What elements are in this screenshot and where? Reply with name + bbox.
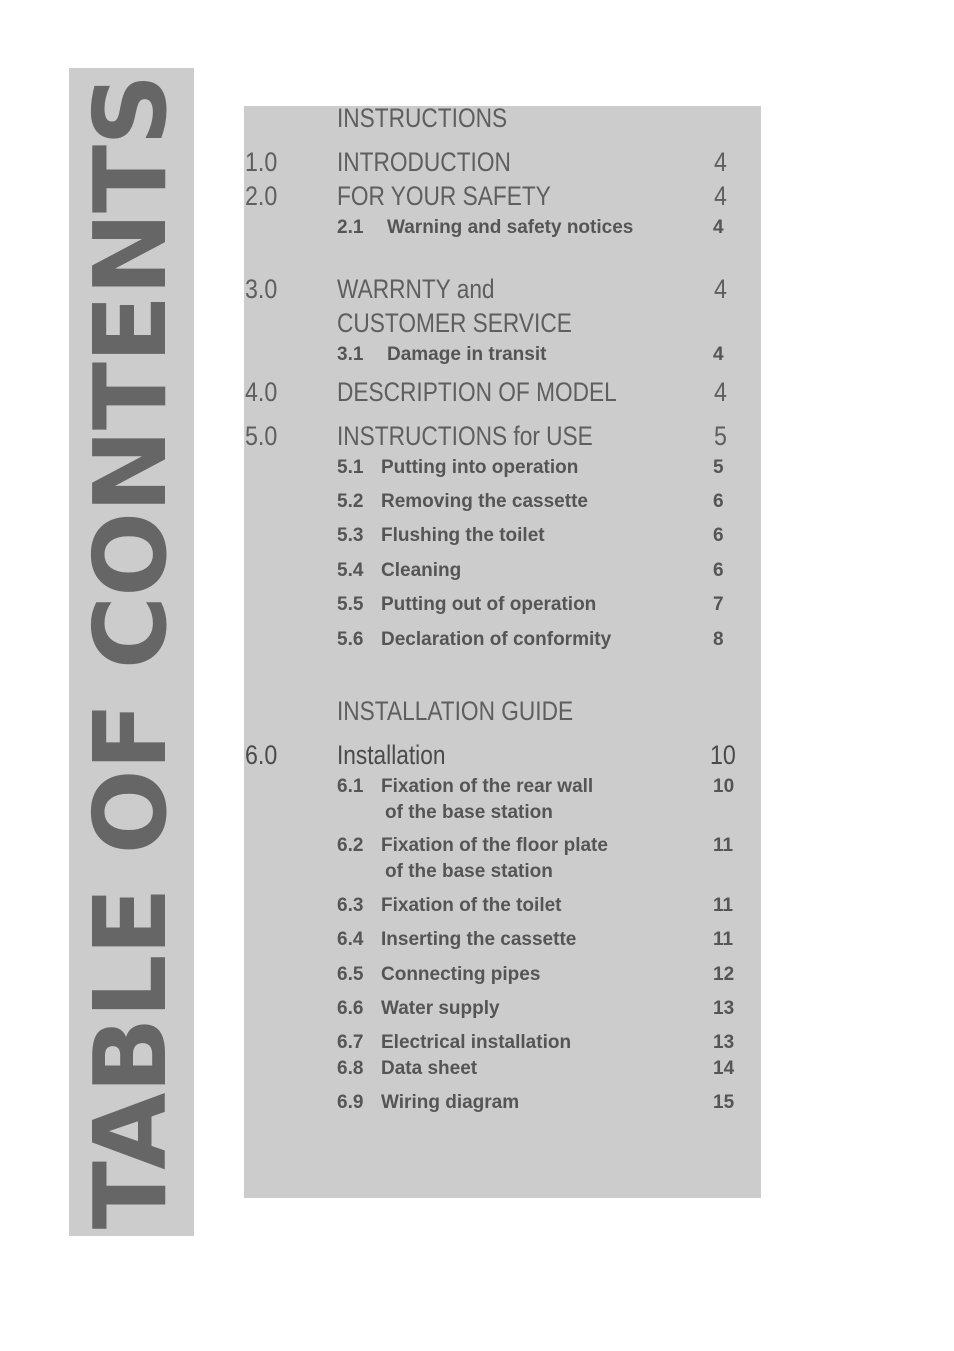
section-page: 4 <box>714 147 727 177</box>
subsection-number: 5.5 <box>337 594 364 615</box>
subsection-title: Fixation of the floor plate <box>381 835 608 856</box>
subsection-title: Fixation of the toilet <box>381 895 562 916</box>
subsection-page: 13 <box>713 1032 735 1053</box>
section-page: 4 <box>714 377 727 407</box>
subsection-title: Removing the cassette <box>381 491 588 512</box>
section-title-line2: CUSTOMER SERVICE <box>337 308 572 338</box>
section-title: WARRNTY and <box>337 274 495 304</box>
subsection-page: 5 <box>713 457 724 478</box>
section-title: INTRODUCTION <box>337 147 511 177</box>
subsection-page: 4 <box>713 217 724 238</box>
subsection-title: Putting into operation <box>381 457 579 478</box>
subsection-title: Declaration of conformity <box>381 629 612 650</box>
subsection-title: Inserting the cassette <box>381 929 577 950</box>
section-number: 2.0 <box>245 181 278 211</box>
section-title: DESCRIPTION OF MODEL <box>337 377 617 407</box>
subsection-title: Data sheet <box>381 1058 478 1079</box>
subsection-number: 5.6 <box>337 629 364 650</box>
subsection-page: 11 <box>713 835 734 856</box>
subsection-page: 6 <box>713 560 724 581</box>
subsection-page: 7 <box>713 594 724 615</box>
subsection-title: Water supply <box>381 998 500 1019</box>
section-page: 10 <box>710 740 736 770</box>
subsection-title: Connecting pipes <box>381 964 541 985</box>
subsection-number: 5.4 <box>337 560 364 581</box>
subsection-page: 11 <box>713 929 734 950</box>
section-number: 1.0 <box>245 147 278 177</box>
subsection-number: 6.1 <box>337 776 364 797</box>
subsection-number: 6.5 <box>337 964 364 985</box>
subsection-page: 15 <box>713 1092 735 1113</box>
subsection-page: 6 <box>713 491 724 512</box>
subsection-page: 14 <box>713 1058 735 1079</box>
subsection-number: 6.4 <box>337 929 364 950</box>
side-title: TABLE OF CONTENTS <box>72 74 189 1230</box>
section-number: 6.0 <box>245 740 278 770</box>
subsection-title-line2: of the base station <box>385 802 553 823</box>
subsection-title-line2: of the base station <box>385 861 553 882</box>
subsection-title: Fixation of the rear wall <box>381 776 594 797</box>
subsection-number: 6.7 <box>337 1032 364 1053</box>
subsection-page: 4 <box>713 344 724 365</box>
section-number: 5.0 <box>245 421 278 451</box>
subsection-title: Cleaning <box>381 560 462 581</box>
section-page: 5 <box>714 421 727 451</box>
section-page: 4 <box>714 181 727 211</box>
subsection-page: 8 <box>713 629 724 650</box>
subsection-number: 5.3 <box>337 525 364 546</box>
subsection-number: 5.2 <box>337 491 364 512</box>
subsection-page: 13 <box>713 998 735 1019</box>
subsection-title: Damage in transit <box>387 344 547 365</box>
subsection-title: Electrical installation <box>381 1032 572 1053</box>
section-title: INSTRUCTIONS for USE <box>337 421 593 451</box>
section-number: 4.0 <box>245 377 278 407</box>
subsection-number: 5.1 <box>337 457 364 478</box>
subsection-page: 6 <box>713 525 724 546</box>
subsection-number: 6.2 <box>337 835 364 856</box>
section-title: Installation <box>337 740 446 770</box>
subsection-number: 6.8 <box>337 1058 364 1079</box>
subsection-title: Wiring diagram <box>381 1092 520 1113</box>
subsection-page: 11 <box>713 895 734 916</box>
subsection-number: 2.1 <box>337 217 364 238</box>
subsection-title: Flushing the toilet <box>381 525 545 546</box>
subsection-title: Putting out of operation <box>381 594 597 615</box>
subsection-number: 6.6 <box>337 998 364 1019</box>
toc-panel: INSTRUCTIONS 1.0 INTRODUCTION 4 2.0 FOR YOUR SAFETY 4 2.1 Warning and safety notices 4 3.0 WARRNTY and 4 CUSTOMER SERVICE 3.1 Damage in transit 4 4.0 DESCRIPTION OF MODEL 4 5.0 INSTRUCTIONS for USE 5 5.1 Putting into operation 5 5.2 Removing the cassette 6 5.3 Flushing the toilet 6 5.4 Cleaning 6 5.5 Putting out of operation 7 5.6 Declaration of conformity 8 INSTALLATION GUIDE 6.0 Installation 10 6.1 Fixation of the rear wall 10 of the base station 6.2 Fixation of the floor plate 11 of the base station 6.3 Fixation of the toilet 11 6.4 Inserting the cassette 11 6.5 Connecting pipes 12 6.6 Water supply 13 6.7 Electrical installation 13 6.8 Data sheet 14 6.9 Wiring diagram 15 <box>244 106 761 1198</box>
subsection-number: 6.9 <box>337 1092 364 1113</box>
section-number: 3.0 <box>245 274 278 304</box>
subsection-number: 3.1 <box>337 344 364 365</box>
subsection-title: Warning and safety notices <box>387 217 634 238</box>
subsection-page: 12 <box>713 964 735 985</box>
subsection-number: 6.3 <box>337 895 364 916</box>
subsection-page: 10 <box>713 776 735 797</box>
section-page: 4 <box>714 274 727 304</box>
section-title: FOR YOUR SAFETY <box>337 181 551 211</box>
